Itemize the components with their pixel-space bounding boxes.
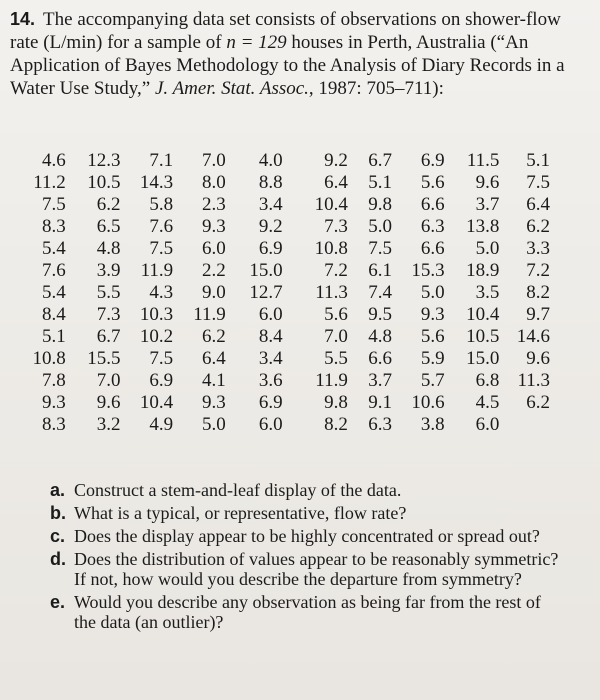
data-cell: 3.9 <box>96 260 121 281</box>
data-cell: 8.4 <box>258 326 283 347</box>
data-cell: 5.6 <box>420 326 445 347</box>
data-row <box>30 282 550 304</box>
data-row <box>30 194 550 216</box>
question-list <box>50 480 560 635</box>
data-cell: 2.3 <box>202 194 226 215</box>
data-cell: 3.6 <box>258 370 283 391</box>
question-item <box>50 592 560 632</box>
data-cell: 6.2 <box>526 216 550 237</box>
question-text: Does the distribution of values appear to be reasonably symmetric? If not, how would you describe the departure from symmetry? <box>74 549 559 589</box>
data-cell: 6.9 <box>258 392 283 413</box>
data-cell: 14.3 <box>139 172 174 193</box>
data-cell: 6.4 <box>202 348 226 369</box>
data-cell: 6.0 <box>258 414 283 435</box>
question-text: Construct a stem-and-leaf display of the data. <box>74 480 402 500</box>
data-cell: 11.9 <box>315 370 348 391</box>
data-cell: 3.4 <box>258 348 283 369</box>
data-cell: 5.6 <box>420 172 445 193</box>
data-cell: 15.5 <box>87 348 121 369</box>
data-row <box>30 216 550 238</box>
data-cell: 8.0 <box>202 172 226 193</box>
data-cell: 9.6 <box>96 392 121 413</box>
data-cell: 10.6 <box>411 392 445 413</box>
data-cell: 7.6 <box>42 260 66 281</box>
data-cell: 6.3 <box>368 414 393 435</box>
data-cell: 7.6 <box>149 216 174 237</box>
data-cell: 9.2 <box>258 216 283 237</box>
data-cell: 5.0 <box>368 216 393 237</box>
data-cell: 15.0 <box>249 260 283 281</box>
data-cell: 6.9 <box>258 238 283 259</box>
data-cell: 7.2 <box>526 260 550 281</box>
data-cell: 6.3 <box>420 216 445 237</box>
data-cell <box>499 414 550 436</box>
data-row <box>30 172 550 194</box>
question-letter: b. <box>50 503 66 523</box>
data-cell: 10.3 <box>139 304 174 325</box>
data-cell: 11.2 <box>33 172 66 193</box>
data-cell: 10.5 <box>466 326 500 347</box>
data-cell: 13.8 <box>466 216 500 237</box>
data-cell: 15.0 <box>466 348 500 369</box>
question-text: What is a typical, or representative, flow rate? <box>74 503 407 523</box>
question-item <box>50 526 560 546</box>
data-cell: 11.3 <box>315 282 348 303</box>
data-cell: 6.7 <box>96 326 121 347</box>
data-cell: 6.0 <box>475 414 500 435</box>
data-cell: 6.8 <box>475 370 500 391</box>
data-cell: 8.2 <box>526 282 550 303</box>
data-cell: 10.4 <box>314 194 348 215</box>
data-row <box>30 392 550 414</box>
data-cell: 9.2 <box>324 150 348 171</box>
data-cell: 9.1 <box>368 392 393 413</box>
data-cell: 6.4 <box>324 172 348 193</box>
data-cell: 3.4 <box>258 194 283 215</box>
data-cell: 4.6 <box>42 150 66 171</box>
data-cell: 6.7 <box>368 150 393 171</box>
data-cell: 6.2 <box>526 392 550 413</box>
data-cell: 6.2 <box>96 194 121 215</box>
data-cell: 6.0 <box>258 304 283 325</box>
data-cell: 12.3 <box>87 150 121 171</box>
data-cell: 3.3 <box>526 238 550 259</box>
question-letter: c. <box>50 526 66 546</box>
data-cell: 11.3 <box>517 370 550 391</box>
data-cell: 7.5 <box>368 238 393 259</box>
data-cell: 3.5 <box>475 282 500 303</box>
data-cell: 7.0 <box>324 326 348 347</box>
data-cell: 8.4 <box>42 304 66 325</box>
data-cell: 10.4 <box>139 392 174 413</box>
data-cell: 4.8 <box>96 238 121 259</box>
data-cell: 5.4 <box>42 238 66 259</box>
data-cell: 5.4 <box>42 282 66 303</box>
problem-number: 14. <box>10 9 36 29</box>
data-cell: 3.7 <box>475 194 500 215</box>
data-cell: 6.6 <box>420 194 445 215</box>
data-cell: 7.8 <box>42 370 66 391</box>
question-letter: a. <box>50 480 66 500</box>
data-cell: 9.3 <box>42 392 66 413</box>
data-cell: 9.0 <box>202 282 226 303</box>
data-cell: 4.0 <box>258 150 283 171</box>
data-cell: 6.1 <box>368 260 393 281</box>
data-cell: 6.4 <box>526 194 550 215</box>
data-cell: 6.9 <box>420 150 445 171</box>
problem-statement <box>10 8 570 100</box>
question-item <box>50 503 560 523</box>
data-cell: 8.2 <box>324 414 348 435</box>
data-cell: 4.3 <box>149 282 174 303</box>
data-cell: 10.4 <box>466 304 500 325</box>
data-cell: 4.9 <box>149 414 174 435</box>
question-letter: d. <box>50 549 66 569</box>
data-cell: 11.9 <box>140 260 174 281</box>
data-cell: 18.9 <box>466 260 500 281</box>
data-cell: 8.8 <box>258 172 283 193</box>
data-cell: 11.5 <box>466 150 500 171</box>
data-cell: 5.9 <box>420 348 445 369</box>
data-cell: 9.3 <box>202 392 226 413</box>
data-cell: 11.9 <box>193 304 226 325</box>
data-cell: 7.5 <box>149 238 174 259</box>
data-cell: 7.3 <box>324 216 348 237</box>
data-cell: 9.8 <box>324 392 348 413</box>
data-cell: 4.1 <box>202 370 226 391</box>
data-cell: 10.5 <box>87 172 121 193</box>
data-cell: 5.1 <box>42 326 66 347</box>
question-text: Would you describe any observation as being far from the rest of the data (an outlier)? <box>74 592 541 632</box>
problem-intro: The accompanying data set consists of observations on shower-flow rate (L/min) for a sample of <box>10 9 561 53</box>
data-cell: 4.8 <box>368 326 393 347</box>
data-cell: 5.5 <box>96 282 121 303</box>
data-cell: 9.6 <box>475 172 500 193</box>
data-cell: 3.8 <box>420 414 445 435</box>
data-cell: 5.7 <box>420 370 445 391</box>
data-cell: 9.3 <box>202 216 226 237</box>
sample-size: n = 129 <box>226 32 287 53</box>
data-cell: 6.6 <box>368 348 393 369</box>
flow-rate-data-table <box>30 150 550 436</box>
data-cell: 5.8 <box>149 194 174 215</box>
data-cell: 8.3 <box>42 414 66 435</box>
data-cell: 10.8 <box>32 348 66 369</box>
data-cell: 6.9 <box>149 370 174 391</box>
data-cell: 12.7 <box>249 282 283 303</box>
data-cell: 6.0 <box>202 238 226 259</box>
data-cell: 7.1 <box>149 150 174 171</box>
citation-tail: , 1987: 705–711): <box>308 78 444 99</box>
data-cell: 7.2 <box>324 260 348 281</box>
data-cell: 7.5 <box>42 194 66 215</box>
data-cell: 7.5 <box>526 172 550 193</box>
data-cell: 9.5 <box>368 304 393 325</box>
data-cell: 6.2 <box>202 326 226 347</box>
data-cell: 3.7 <box>368 370 393 391</box>
data-row <box>30 260 550 282</box>
data-cell: 2.2 <box>202 260 226 281</box>
question-item <box>50 480 560 500</box>
data-cell: 7.3 <box>96 304 121 325</box>
data-cell: 5.0 <box>420 282 445 303</box>
journal-name: J. Amer. Stat. Assoc. <box>154 78 309 99</box>
data-cell: 5.1 <box>526 150 550 171</box>
problem-intro-tail: houses in Perth, Australia (“An Application of Bayes Methodology to the Analysis of Diary Records in a Water Use Study,” <box>10 32 565 99</box>
data-cell: 7.0 <box>96 370 121 391</box>
data-row <box>30 150 550 172</box>
data-row <box>30 348 550 370</box>
data-cell: 7.4 <box>368 282 393 303</box>
data-cell: 5.6 <box>324 304 348 325</box>
data-cell: 14.6 <box>516 326 550 347</box>
data-row <box>30 414 550 436</box>
data-cell: 9.8 <box>368 194 393 215</box>
data-cell: 9.3 <box>420 304 445 325</box>
data-cell: 3.2 <box>96 414 121 435</box>
data-cell: 4.5 <box>475 392 500 413</box>
data-cell: 10.8 <box>314 238 348 259</box>
data-row <box>30 238 550 260</box>
question-item <box>50 549 560 589</box>
data-cell: 9.6 <box>526 348 550 369</box>
question-letter: e. <box>50 592 66 612</box>
data-row <box>30 370 550 392</box>
data-cell: 10.2 <box>139 326 174 347</box>
data-cell: 5.0 <box>475 238 500 259</box>
data-cell: 8.3 <box>42 216 66 237</box>
data-cell: 6.5 <box>96 216 121 237</box>
data-cell: 5.5 <box>324 348 348 369</box>
data-cell: 5.1 <box>368 172 393 193</box>
data-cell: 9.7 <box>526 304 550 325</box>
data-cell: 5.0 <box>202 414 226 435</box>
data-cell: 7.0 <box>202 150 226 171</box>
data-cell: 7.5 <box>149 348 174 369</box>
data-row <box>30 304 550 326</box>
data-row <box>30 326 550 348</box>
question-text: Does the display appear to be highly concentrated or spread out? <box>74 526 540 546</box>
data-cell: 15.3 <box>411 260 445 281</box>
data-cell: 6.6 <box>420 238 445 259</box>
